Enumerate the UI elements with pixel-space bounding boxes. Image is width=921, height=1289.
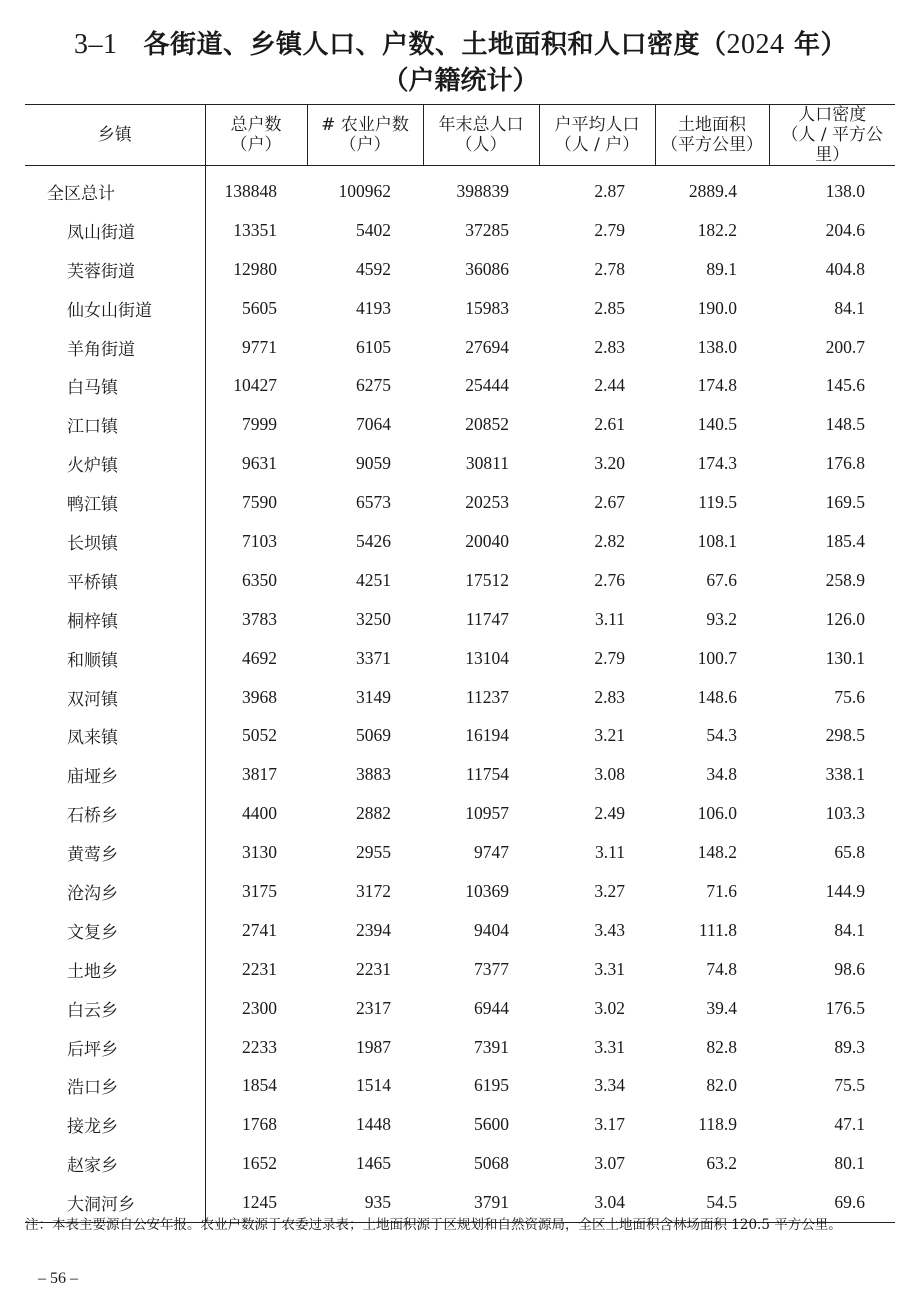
population-cell: 36086 (465, 258, 509, 279)
households-cell: 138848 (224, 180, 277, 201)
agri-households-cell: 2394 (356, 919, 391, 940)
table-row (25, 639, 895, 678)
density-cell: 84.1 (834, 297, 865, 318)
table-row (25, 250, 895, 289)
area-cell: 174.3 (697, 453, 737, 474)
table-row (25, 328, 895, 367)
table-row (25, 833, 895, 872)
agri-households-cell: 935 (364, 1192, 391, 1213)
population-cell: 3791 (474, 1192, 509, 1213)
area-cell: 54.5 (706, 1192, 737, 1213)
table-row (25, 794, 895, 833)
header-unit: （人） (455, 135, 507, 155)
avg-size-cell: 3.07 (594, 1153, 625, 1174)
area-cell: 108.1 (697, 530, 737, 551)
households-cell: 9771 (242, 336, 277, 357)
agri-households-cell: 3250 (356, 608, 391, 629)
township-name-cell: 凤来镇 (25, 716, 205, 755)
avg-size-cell: 3.08 (594, 764, 625, 785)
population-cell: 37285 (465, 219, 509, 240)
households-cell: 1768 (242, 1114, 277, 1135)
township-name-cell: 芙蓉街道 (25, 250, 205, 289)
header-unit: （人 / 户） (554, 135, 640, 155)
avg-size-cell: 3.11 (595, 608, 625, 629)
households-cell: 1854 (242, 1075, 277, 1096)
table-body (25, 166, 895, 1223)
avg-size-cell: 3.21 (594, 725, 625, 746)
area-cell: 34.8 (706, 764, 737, 785)
title-year: 2024 (726, 29, 785, 60)
table-row (25, 211, 895, 250)
agri-households-cell: 7064 (356, 414, 391, 435)
households-cell: 6350 (242, 569, 277, 590)
township-name-cell: 沧沟乡 (25, 872, 205, 911)
density-cell: 47.1 (834, 1114, 865, 1135)
table-row (25, 289, 895, 328)
households-cell: 12980 (233, 258, 277, 279)
agri-households-cell: 2231 (356, 958, 391, 979)
header-label: 乡镇 (97, 125, 132, 145)
population-cell: 20852 (465, 414, 509, 435)
population-cell: 7377 (474, 958, 509, 979)
area-cell: 71.6 (706, 880, 737, 901)
population-cell: 11754 (465, 764, 509, 785)
header-label: 年末总人口 (438, 115, 524, 135)
township-name-cell: 江口镇 (25, 405, 205, 444)
township-name-cell: 平桥镇 (25, 561, 205, 600)
table-number: 3–1 (73, 29, 118, 60)
header-unit: （平方公里） (661, 135, 763, 155)
population-cell: 25444 (465, 375, 509, 396)
township-name-cell: 接龙乡 (25, 1105, 205, 1144)
households-cell: 2231 (242, 958, 277, 979)
households-cell: 10427 (233, 375, 277, 396)
population-cell: 398839 (456, 180, 509, 201)
table-row (25, 1028, 895, 1067)
township-name-cell: 大洞河乡 (25, 1183, 205, 1222)
area-cell: 118.9 (698, 1114, 737, 1135)
township-name-cell: 白云乡 (25, 989, 205, 1028)
avg-size-cell: 2.79 (594, 219, 625, 240)
density-cell: 130.1 (825, 647, 865, 668)
population-cell: 6195 (474, 1075, 509, 1096)
households-cell: 4400 (242, 803, 277, 824)
density-cell: 75.5 (834, 1075, 865, 1096)
township-name-cell: 仙女山街道 (25, 289, 205, 328)
agri-households-cell: 100962 (338, 180, 391, 201)
density-cell: 404.8 (825, 258, 865, 279)
population-cell: 9747 (474, 842, 509, 863)
households-cell: 2300 (242, 997, 277, 1018)
table-row (25, 405, 895, 444)
header-unit: （人 / 平方公里） (781, 125, 884, 165)
density-cell: 338.1 (825, 764, 865, 785)
header-unit: （户） (230, 135, 282, 155)
agri-households-cell: 1514 (356, 1075, 391, 1096)
area-cell: 74.8 (706, 958, 737, 979)
header-avg-size (539, 105, 655, 166)
avg-size-cell: 2.44 (594, 375, 625, 396)
population-cell: 10369 (465, 880, 509, 901)
avg-size-cell: 2.83 (594, 686, 625, 707)
avg-size-cell: 2.49 (594, 803, 625, 824)
area-cell: 182.2 (697, 219, 737, 240)
density-cell: 176.8 (825, 453, 865, 474)
population-cell: 11747 (465, 608, 509, 629)
township-name-cell: 浩口乡 (25, 1066, 205, 1105)
table-row (25, 600, 895, 639)
area-cell: 148.2 (697, 842, 737, 863)
density-cell: 200.7 (825, 336, 865, 357)
area-cell: 82.8 (706, 1036, 737, 1057)
township-name-cell: 全区总计 (25, 166, 205, 211)
avg-size-cell: 3.31 (594, 1036, 625, 1057)
township-name-cell: 后坪乡 (25, 1028, 205, 1067)
population-cell: 30811 (465, 453, 509, 474)
avg-size-cell: 3.27 (594, 880, 625, 901)
households-cell: 5605 (242, 297, 277, 318)
density-cell: 144.9 (825, 880, 865, 901)
agri-households-cell: 3371 (356, 647, 391, 668)
density-cell: 185.4 (825, 530, 865, 551)
township-name-cell: 凤山街道 (25, 211, 205, 250)
avg-size-cell: 2.61 (594, 414, 625, 435)
township-name-cell: 桐梓镇 (25, 600, 205, 639)
agri-households-cell: 3172 (356, 880, 391, 901)
agri-households-cell: 2955 (356, 842, 391, 863)
population-cell: 6944 (474, 997, 509, 1018)
header-density (769, 105, 895, 166)
households-cell: 7999 (242, 414, 277, 435)
area-cell: 39.4 (706, 997, 737, 1018)
area-cell: 174.8 (697, 375, 737, 396)
header-population (423, 105, 539, 166)
header-households (205, 105, 307, 166)
township-name-cell: 长坝镇 (25, 522, 205, 561)
area-cell: 100.7 (697, 647, 737, 668)
households-cell: 7103 (242, 530, 277, 551)
township-name-cell: 白马镇 (25, 366, 205, 405)
avg-size-cell: 2.78 (594, 258, 625, 279)
households-cell: 2233 (242, 1036, 277, 1057)
households-cell: 4692 (242, 647, 277, 668)
population-cell: 7391 (474, 1036, 509, 1057)
header-label: 人口密度 (798, 105, 867, 125)
households-cell: 2741 (242, 919, 277, 940)
avg-size-cell: 3.04 (594, 1192, 625, 1213)
density-cell: 145.6 (825, 375, 865, 396)
households-cell: 3817 (242, 764, 277, 785)
avg-size-cell: 2.87 (594, 180, 625, 201)
density-cell: 84.1 (834, 919, 865, 940)
page-number: – 56 – (38, 1270, 78, 1287)
population-cell: 20253 (465, 492, 509, 513)
table-row (25, 678, 895, 717)
population-cell: 5068 (474, 1153, 509, 1174)
area-cell: 93.2 (706, 608, 737, 629)
area-cell: 148.6 (697, 686, 737, 707)
population-cell: 13104 (465, 647, 509, 668)
density-cell: 98.6 (834, 958, 865, 979)
population-cell: 15983 (465, 297, 509, 318)
agri-households-cell: 5402 (356, 219, 391, 240)
township-name-cell: 和顺镇 (25, 639, 205, 678)
table-row (25, 716, 895, 755)
households-cell: 5052 (242, 725, 277, 746)
households-cell: 3968 (242, 686, 277, 707)
agri-households-cell: 1465 (356, 1153, 391, 1174)
table-header-row (25, 105, 895, 166)
area-cell: 119.5 (698, 492, 737, 513)
population-cell: 17512 (465, 569, 509, 590)
township-name-cell: 黄莺乡 (25, 833, 205, 872)
population-table (25, 104, 895, 1223)
table-row (25, 872, 895, 911)
table-row (25, 755, 895, 794)
township-name-cell: 石桥乡 (25, 794, 205, 833)
population-cell: 9404 (474, 919, 509, 940)
table-subtitle: （户籍统计） (382, 66, 539, 96)
households-cell: 3783 (242, 608, 277, 629)
density-cell: 298.5 (825, 725, 865, 746)
population-cell: 20040 (465, 530, 509, 551)
table-row (25, 1105, 895, 1144)
header-label: # 农业户数 (321, 115, 409, 135)
header-unit: （户） (339, 135, 391, 155)
agri-households-cell: 5426 (356, 530, 391, 551)
density-cell: 103.3 (825, 803, 865, 824)
density-cell: 138.0 (825, 180, 865, 201)
header-label: 户平均人口 (554, 115, 640, 135)
header-area (655, 105, 769, 166)
area-cell: 106.0 (697, 803, 737, 824)
township-name-cell: 鸭江镇 (25, 483, 205, 522)
township-name-cell: 土地乡 (25, 950, 205, 989)
population-cell: 10957 (465, 803, 509, 824)
avg-size-cell: 2.82 (594, 530, 625, 551)
avg-size-cell: 3.34 (594, 1075, 625, 1096)
households-cell: 1245 (242, 1192, 277, 1213)
agri-households-cell: 5069 (356, 725, 391, 746)
households-cell: 1652 (242, 1153, 277, 1174)
population-cell: 5600 (474, 1114, 509, 1135)
township-name-cell: 赵家乡 (25, 1144, 205, 1183)
avg-size-cell: 3.43 (594, 919, 625, 940)
township-name-cell: 双河镇 (25, 678, 205, 717)
township-name-cell: 羊角街道 (25, 328, 205, 367)
title-text: 各街道、乡镇人口、户数、土地面积和人口密度（ (143, 30, 727, 60)
table-footnote: 注：本表主要源自公安年报。农业户数源于农委过录表；土地面积源于区规划和自然资源局，全区土地面积含林场面积 120.5 平方公里。 (25, 1217, 842, 1233)
area-cell: 2889.4 (688, 180, 737, 201)
table-row (25, 989, 895, 1028)
avg-size-cell: 3.31 (594, 958, 625, 979)
avg-size-cell: 3.11 (595, 842, 625, 863)
households-cell: 3130 (242, 842, 277, 863)
area-cell: 54.3 (706, 725, 737, 746)
table-row (25, 366, 895, 405)
avg-size-cell: 2.67 (594, 492, 625, 513)
agri-households-cell: 4193 (356, 297, 391, 318)
agri-households-cell: 2882 (356, 803, 391, 824)
density-cell: 65.8 (834, 842, 865, 863)
agri-households-cell: 6275 (356, 375, 391, 396)
avg-size-cell: 2.79 (594, 647, 625, 668)
agri-households-cell: 4592 (356, 258, 391, 279)
area-cell: 82.0 (706, 1075, 737, 1096)
avg-size-cell: 2.85 (594, 297, 625, 318)
area-cell: 140.5 (697, 414, 737, 435)
density-cell: 80.1 (834, 1153, 865, 1174)
density-cell: 258.9 (825, 569, 865, 590)
agri-households-cell: 1987 (356, 1036, 391, 1057)
header-township (25, 105, 205, 166)
table-row (25, 522, 895, 561)
households-cell: 3175 (242, 880, 277, 901)
table-row (25, 444, 895, 483)
agri-households-cell: 9059 (356, 453, 391, 474)
households-cell: 7590 (242, 492, 277, 513)
area-cell: 190.0 (697, 297, 737, 318)
table-row (25, 1066, 895, 1105)
area-cell: 89.1 (706, 258, 737, 279)
area-cell: 67.6 (706, 569, 737, 590)
table-row (25, 483, 895, 522)
density-cell: 89.3 (834, 1036, 865, 1057)
avg-size-cell: 3.20 (594, 453, 625, 474)
avg-size-cell: 2.83 (594, 336, 625, 357)
density-cell: 176.5 (825, 997, 865, 1018)
header-label: 总户数 (230, 115, 282, 135)
table-row (25, 911, 895, 950)
agri-households-cell: 6105 (356, 336, 391, 357)
table-title (0, 24, 921, 61)
avg-size-cell: 3.02 (594, 997, 625, 1018)
table-row (25, 166, 895, 211)
area-cell: 111.8 (698, 919, 737, 940)
density-cell: 169.5 (825, 492, 865, 513)
density-cell: 69.6 (834, 1192, 865, 1213)
agri-households-cell: 6573 (356, 492, 391, 513)
population-cell: 11237 (465, 686, 509, 707)
agri-households-cell: 4251 (356, 569, 391, 590)
agri-households-cell: 3149 (356, 686, 391, 707)
table-row (25, 950, 895, 989)
area-cell: 138.0 (697, 336, 737, 357)
density-cell: 75.6 (834, 686, 865, 707)
township-name-cell: 火炉镇 (25, 444, 205, 483)
population-cell: 27694 (465, 336, 509, 357)
township-name-cell: 文复乡 (25, 911, 205, 950)
density-cell: 126.0 (825, 608, 865, 629)
population-cell: 16194 (465, 725, 509, 746)
avg-size-cell: 2.76 (594, 569, 625, 590)
township-name-cell: 庙垭乡 (25, 755, 205, 794)
area-cell: 63.2 (706, 1153, 737, 1174)
avg-size-cell: 3.17 (594, 1114, 625, 1135)
households-cell: 9631 (242, 453, 277, 474)
header-agri-households (307, 105, 423, 166)
agri-households-cell: 1448 (356, 1114, 391, 1135)
density-cell: 204.6 (825, 219, 865, 240)
agri-households-cell: 2317 (356, 997, 391, 1018)
households-cell: 13351 (233, 219, 277, 240)
table-row (25, 561, 895, 600)
density-cell: 148.5 (825, 414, 865, 435)
title-year-suffix: 年） (784, 30, 848, 60)
header-label: 土地面积 (678, 115, 746, 135)
agri-households-cell: 3883 (356, 764, 391, 785)
table-row (25, 1144, 895, 1183)
